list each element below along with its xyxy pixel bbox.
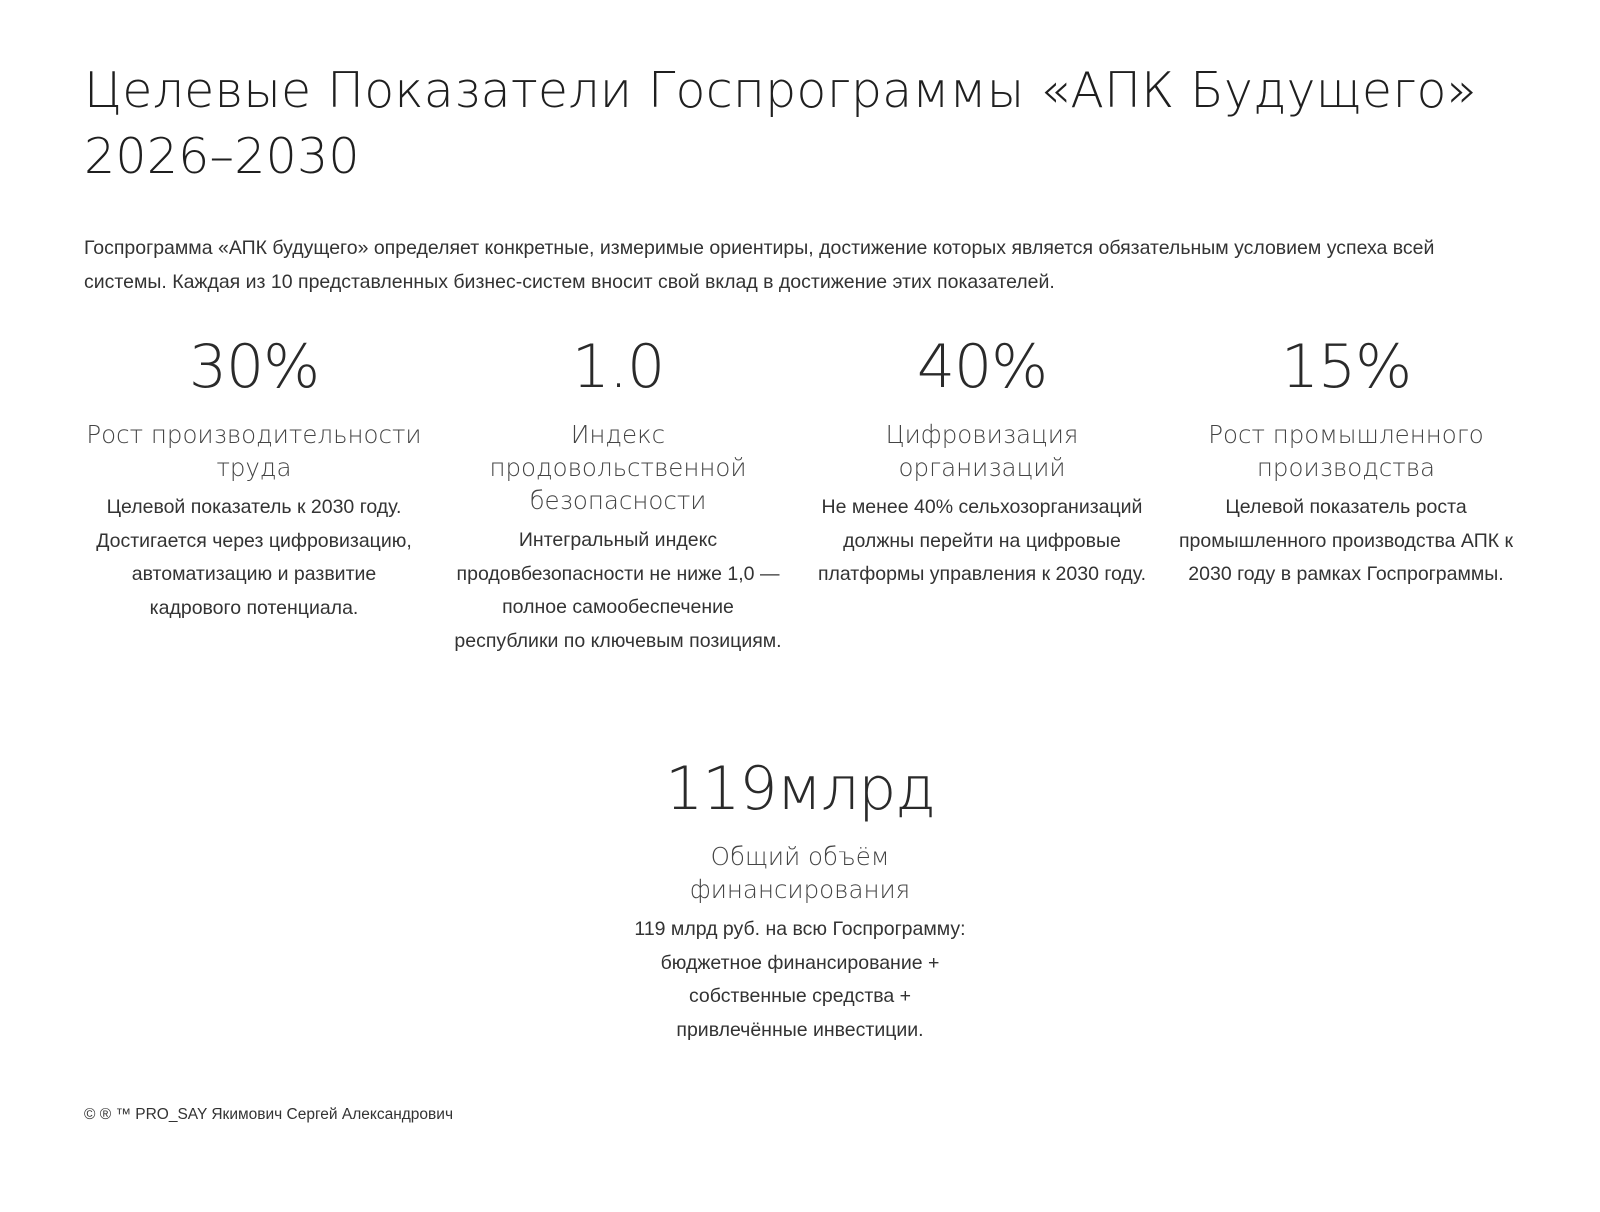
page-title: Целевые Показатели Госпрограммы «АПК Будущего» 2026–2030: [84, 62, 1477, 185]
metric-card-digitalization: [812, 330, 1152, 658]
metric-description: Не менее 40% сельхозорганизаций должны перейти на цифровые платформы управления к 2030 году.: [817, 496, 1147, 585]
intro-paragraph: Госпрограмма «АПК будущего» определяет конкретные, измеримые ориентиры, достижение которых является обязательным условием успеха всей системы. Каждая из 10 представленных бизнес-систем вносит свой вклад в достижение этих показателей.: [84, 237, 1435, 293]
metric-card-food-security: [448, 330, 788, 658]
metric-title: Рост промышленного производства: [1208, 420, 1484, 482]
metric-value: 119млрд: [665, 754, 935, 824]
metric-card-industrial-growth: [1176, 330, 1516, 658]
metric-value: 1.0: [571, 332, 665, 402]
metric-title: Общий объём финансирования: [689, 842, 911, 904]
metric-description: Интегральный индекс продовбезопасности не ниже 1,0 — полное самообеспечение республики по ключевым позициям.: [454, 529, 782, 652]
metric-title: Индекс продовольственной безопасности: [489, 420, 747, 515]
metric-description: Целевой показатель к 2030 году. Достигается через цифровизацию, автоматизацию и развитие кадрового потенциала.: [96, 496, 412, 619]
metrics-row: [84, 330, 1516, 658]
metric-title: Цифровизация организаций: [885, 420, 1079, 482]
metric-card-productivity: [84, 330, 424, 658]
metric-value: 30%: [188, 332, 320, 402]
metric-description: Целевой показатель роста промышленного производства АПК к 2030 году в рамках Госпрограммы.: [1178, 496, 1514, 585]
footer-copyright: © ® ™ PRO_SAY Якимович Сергей Александрович: [84, 1106, 454, 1123]
metric-value: 15%: [1280, 332, 1412, 402]
metric-title: Рост производительности труда: [86, 420, 422, 482]
metric-card-financing: [632, 752, 968, 1047]
metric-value: 40%: [916, 332, 1048, 402]
metric-description: 119 млрд руб. на всю Госпрограмму: бюджетное финансирование + собственные средства + привлечённые инвестиции.: [634, 918, 966, 1041]
